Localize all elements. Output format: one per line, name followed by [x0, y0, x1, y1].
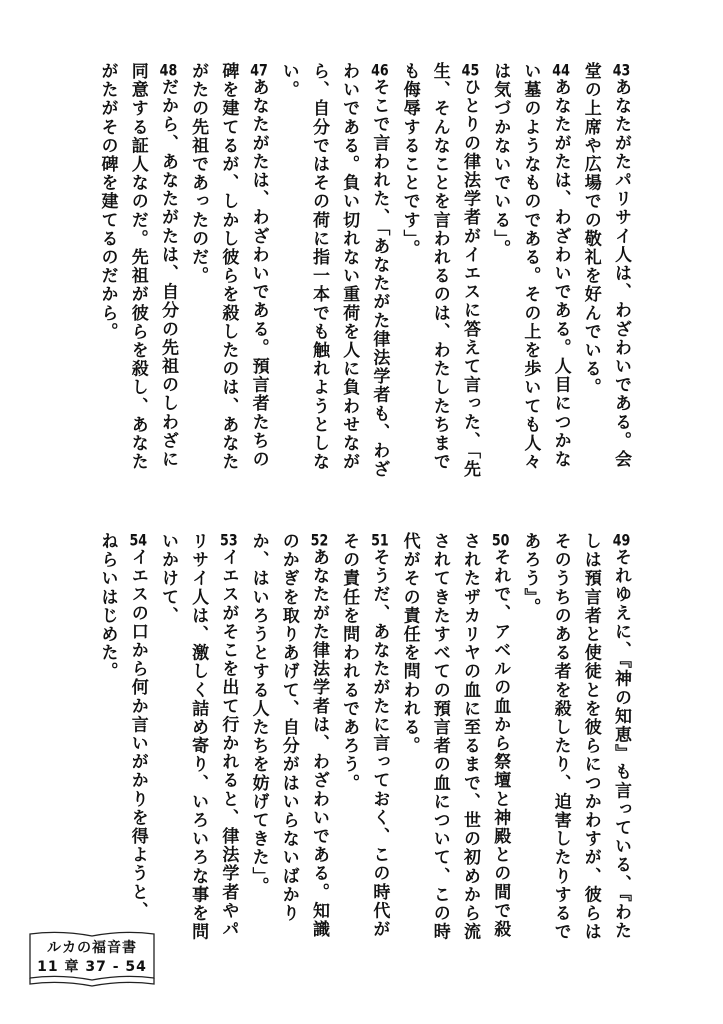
text-line	[364, 62, 394, 522]
text-line	[334, 532, 364, 992]
verse-text: あろう』。	[520, 532, 541, 617]
text-line	[334, 62, 364, 522]
verse-text: いかけて、	[157, 532, 178, 625]
text-line	[364, 532, 394, 992]
verse-text: されてきたすべての預言者の血について、この時	[429, 532, 450, 942]
text-line	[485, 532, 515, 992]
text-line	[274, 532, 304, 992]
verse-text: ひとりの律法学者がイエスに答えて言った、「先	[459, 78, 480, 479]
verse-text: か、はいろうとする人たちを妨げてきた」。	[248, 532, 269, 896]
text-line	[213, 532, 243, 992]
text-line	[606, 532, 636, 992]
verse-number: 50	[491, 532, 510, 548]
text-line	[425, 532, 455, 992]
verse-number: 48	[159, 62, 178, 78]
verse-text: は気づかないでいる」。	[490, 62, 511, 259]
text-line	[183, 532, 213, 992]
text-line	[455, 62, 485, 522]
verse-number: 46	[371, 62, 389, 78]
book-title: ルカの福音書	[47, 940, 137, 956]
text-line	[213, 62, 243, 522]
verse-text: あなたがたは、わざわいである。預言者たちの	[248, 78, 269, 469]
text-line	[545, 62, 575, 522]
verse-text: イエスがそこを出て行かれると、律法学者やパ	[218, 548, 239, 939]
verse-text: がたがその碑を建てるのだから。	[97, 62, 118, 341]
chapter-range: 11 章 37 - 54	[37, 959, 147, 975]
text-line	[183, 62, 213, 522]
verse-text: リサイ人は、激しく詰め寄り、いろいろな事を問	[188, 532, 209, 942]
text-line	[153, 62, 183, 522]
verse-text: 代がその責任を問われる。	[399, 532, 420, 756]
text-line	[304, 62, 334, 522]
verse-text: それで、アベルの血から祭壇と神殿との間で殺	[490, 548, 511, 939]
verse-number: 44	[552, 62, 570, 78]
verse-text: 碑を建てるが、しかし彼らを殺したのは、あなた	[218, 62, 239, 472]
verse-text: それゆえに、『神の知恵』も言っている、『わた	[611, 548, 631, 941]
text-line	[515, 62, 545, 522]
verse-text: だから、あなたがたは、自分の先祖のしわざに	[157, 78, 178, 469]
text-line	[243, 62, 273, 522]
verse-text: されたザカリヤの血に至るまで、世の初めから流	[459, 532, 480, 942]
text-line	[394, 62, 424, 522]
text-line	[485, 62, 515, 522]
verse-text: い。	[278, 62, 299, 100]
verse-number: 54	[129, 532, 148, 548]
verse-text: も侮辱することです」。	[399, 62, 420, 259]
verse-number: 43	[612, 62, 631, 78]
verse-number: 47	[250, 62, 268, 78]
verse-number: 49	[612, 532, 631, 548]
text-line	[606, 62, 636, 522]
verse-text: わいである。負い切れない重荷を人に負わせなが	[339, 62, 360, 472]
verse-text: そうだ、あなたがたに言っておく、この時代が	[369, 548, 390, 939]
text-line	[92, 532, 122, 992]
verse-text: ねらいはじめた。	[97, 532, 118, 681]
text-line	[576, 62, 606, 522]
text-line	[455, 532, 485, 992]
text-line	[123, 62, 153, 522]
passage-bottom-column	[92, 532, 636, 992]
verse-text: のかぎを取りあげて、自分がはいらないばかり	[278, 532, 299, 923]
verse-text: あなたがたパリサイ人は、わざわいである。会	[611, 78, 631, 469]
text-line	[515, 532, 545, 992]
text-line	[92, 62, 122, 522]
verse-text: あなたがた律法学者は、わざわいである。知識	[308, 548, 329, 939]
verse-text: そのうちのある者を殺したり、迫害したりするで	[550, 532, 571, 942]
text-line	[243, 532, 273, 992]
verse-text: その責任を問われるであろう。	[339, 532, 360, 793]
verse-text: しは預言者と使徒とを彼らにつかわすが、彼らは	[580, 532, 601, 942]
text-line	[153, 532, 183, 992]
verse-number: 51	[371, 532, 389, 548]
verse-text: 同意する証人なのだ。先祖が彼らを殺し、あなた	[127, 62, 148, 472]
passage-top-column	[92, 62, 636, 522]
verse-text: あなたがたは、わざわいである。人目につかな	[550, 78, 571, 469]
verse-text: ら、自分ではその荷に指一本でも触れようとしな	[308, 62, 329, 472]
verse-text: イエスの口から何か言いがかりを得ようと、	[127, 548, 148, 920]
book-label	[28, 930, 156, 988]
text-line	[274, 62, 304, 522]
text-line	[545, 532, 575, 992]
verse-text: そこで言われた、「あなたがた律法学者も、わざ	[369, 78, 390, 479]
verse-text: 生、そんなことを言われるのは、わたしたちまで	[429, 62, 450, 472]
text-line	[123, 532, 153, 992]
text-line	[304, 532, 334, 992]
verse-number: 45	[461, 62, 480, 78]
verse-text: がたの先祖であったのだ。	[188, 62, 209, 286]
verse-number: 52	[310, 532, 329, 548]
text-line	[576, 532, 606, 992]
verse-text: い墓のようなものである。その上を歩いても人々	[520, 62, 541, 472]
verse-text: 堂の上席や広場での敬礼を好んでいる。	[580, 62, 601, 397]
verse-number: 53	[220, 532, 238, 548]
text-line	[394, 532, 424, 992]
text-line	[425, 62, 455, 522]
